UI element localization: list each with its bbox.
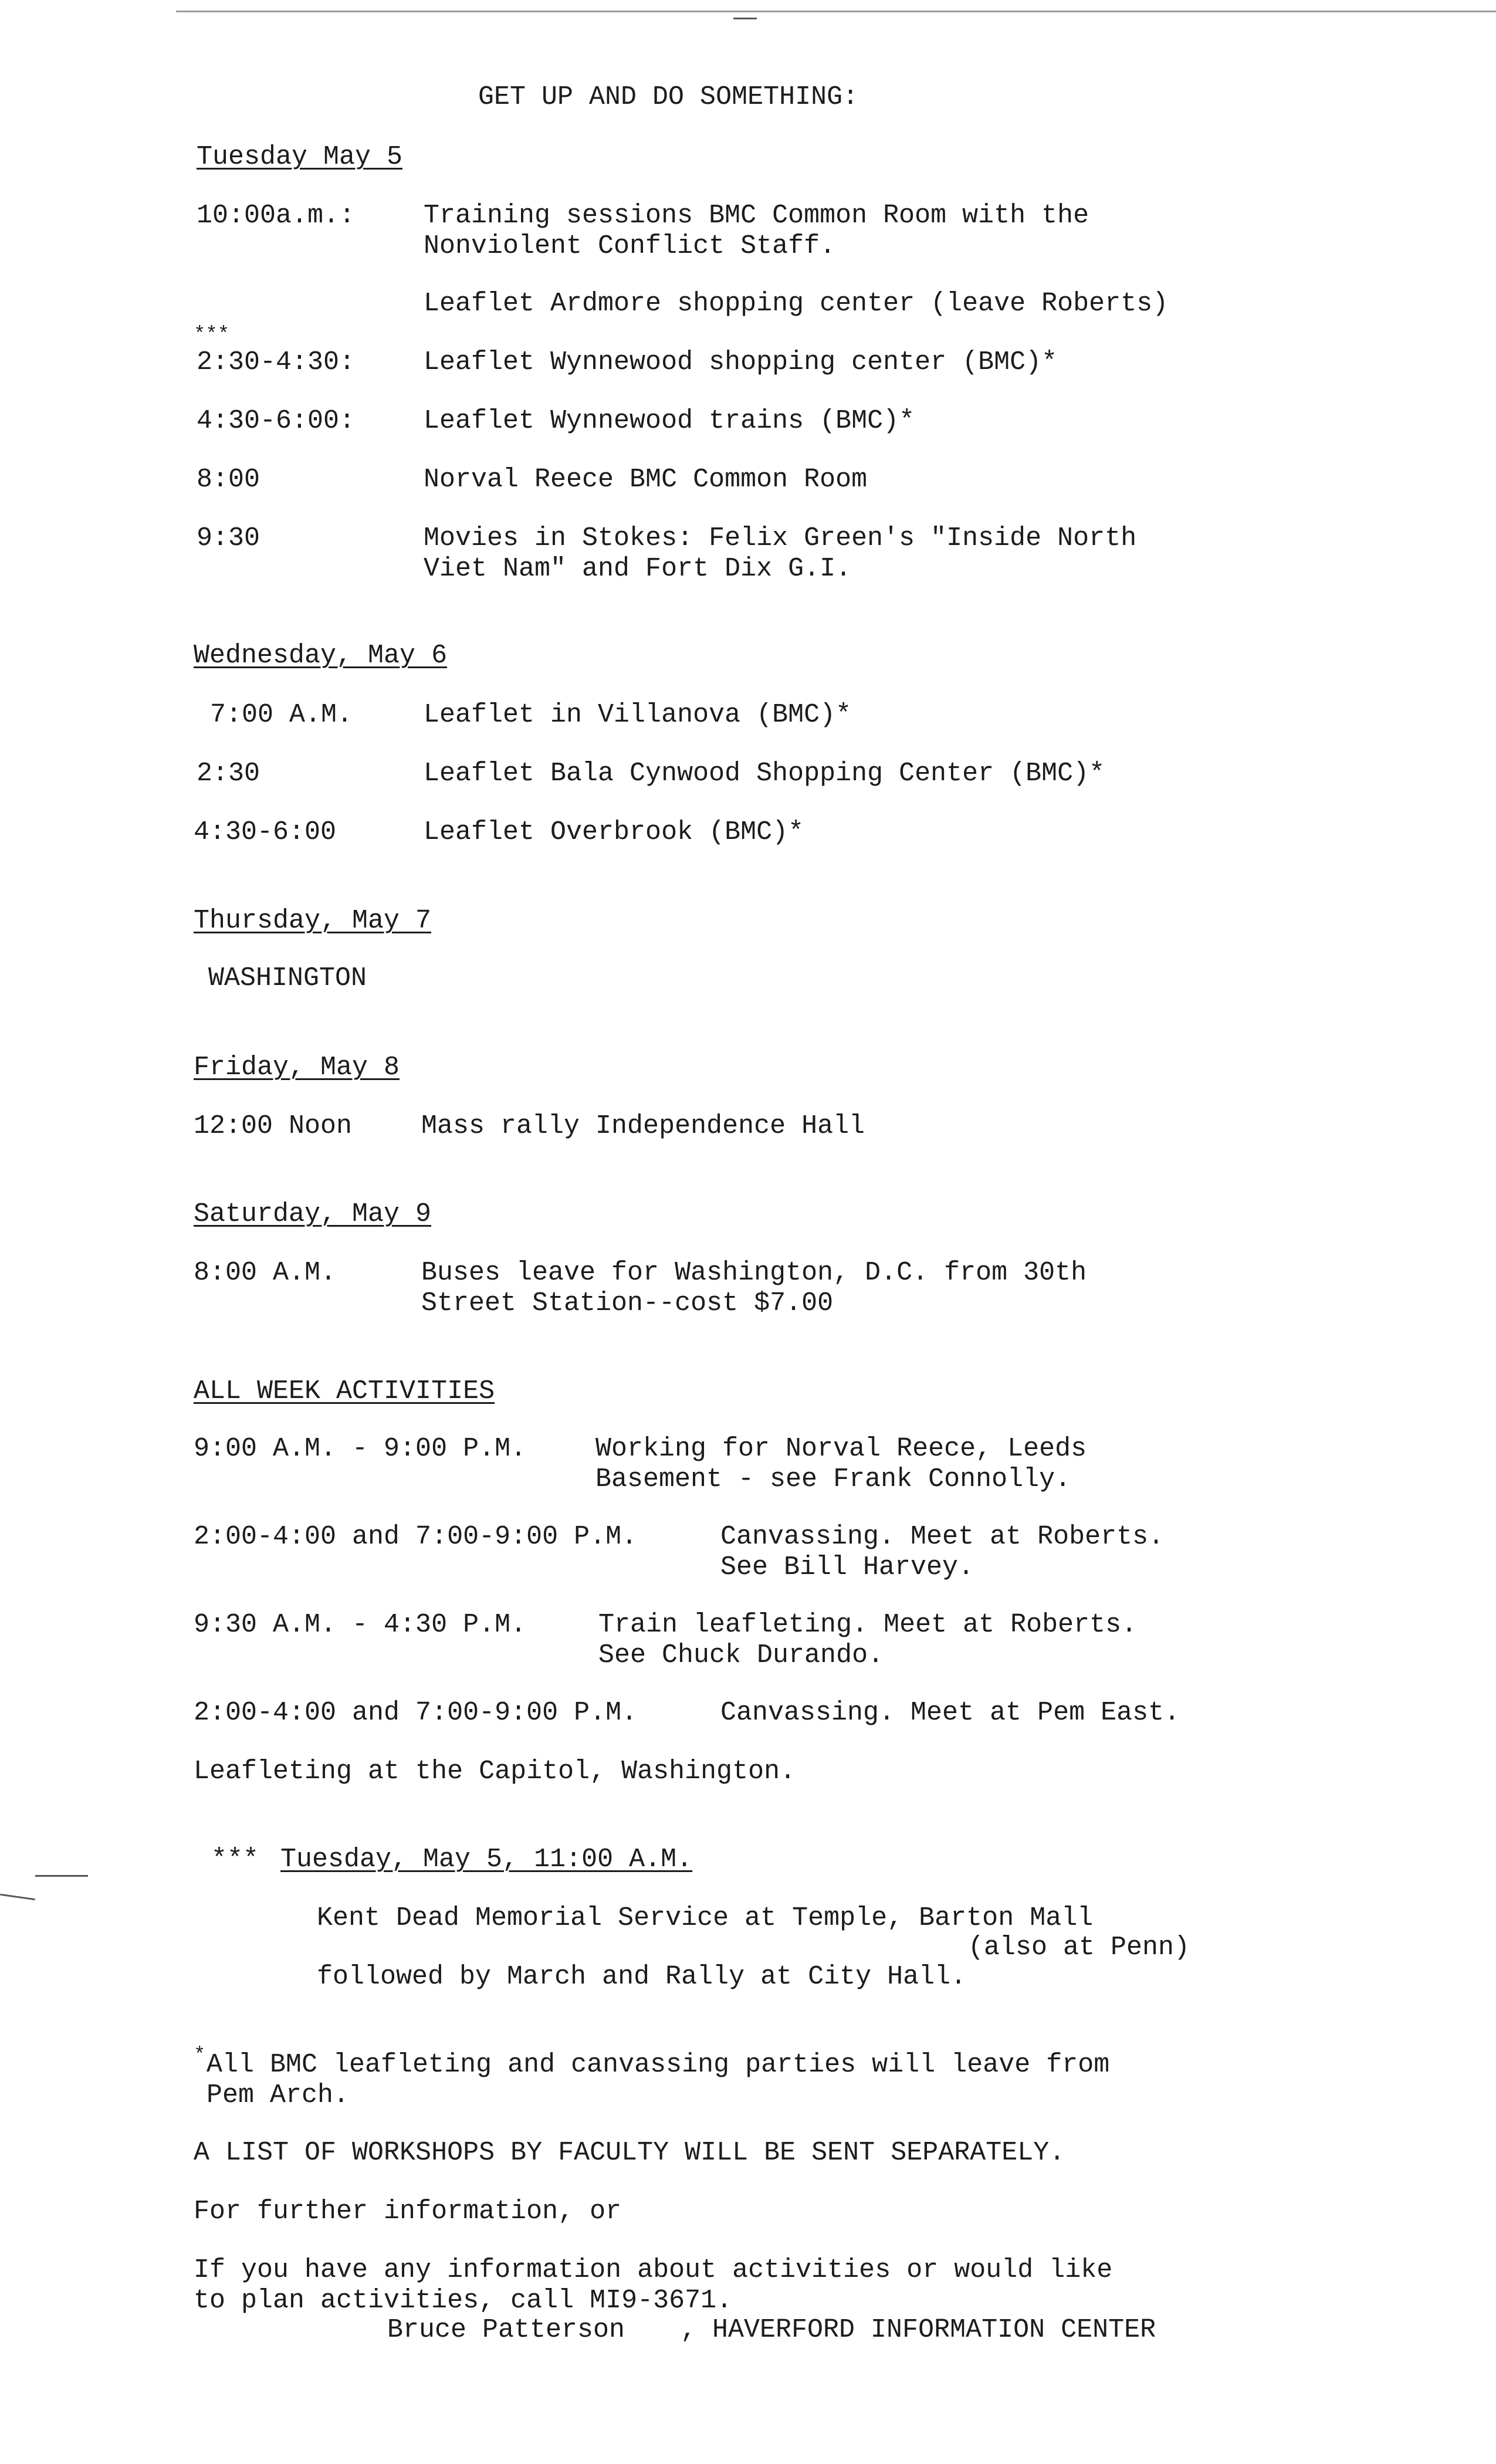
special-line-2: (also at Penn) bbox=[968, 1932, 1190, 1962]
event-tue-6b: Viet Nam" and Fort Dix G.I. bbox=[424, 554, 852, 584]
time-week-2: 2:00-4:00 and 7:00-9:00 P.M. bbox=[194, 1522, 638, 1552]
footnote-mark: * bbox=[194, 2045, 206, 2067]
heading-saturday: Saturday, May 9 bbox=[194, 1199, 432, 1229]
contact-name: Bruce Patterson bbox=[387, 2315, 625, 2345]
event-tue-2: Leaflet Ardmore shopping center (leave Roberts) bbox=[424, 289, 1169, 319]
time-wed-2: 2:30 bbox=[197, 759, 260, 788]
time-week-4: 2:00-4:00 and 7:00-9:00 P.M. bbox=[194, 1698, 638, 1728]
capitol-line: Leafleting at the Capitol, Washington. bbox=[194, 1756, 796, 1786]
event-tue-6a: Movies in Stokes: Felix Green's "Inside North bbox=[424, 523, 1137, 553]
event-tue-3: Leaflet Wynnewood shopping center (BMC)* bbox=[424, 347, 1058, 377]
special-stars: *** bbox=[211, 1844, 259, 1874]
workshops-note: A LIST OF WORKSHOPS BY FACULTY WILL BE SENT SEPARATELY. bbox=[194, 2138, 1065, 2168]
heading-friday: Friday, May 8 bbox=[194, 1052, 400, 1082]
event-tue-5: Norval Reece BMC Common Room bbox=[424, 465, 868, 495]
contact-line-2: to plan activities, call MI9-3671. bbox=[194, 2286, 733, 2316]
time-tue-3: 2:30-4:30: bbox=[197, 347, 356, 377]
event-week-1a: Working for Norval Reece, Leeds bbox=[595, 1434, 1087, 1464]
heading-wednesday: Wednesday, May 6 bbox=[194, 641, 448, 671]
thursday-text: WASHINGTON bbox=[208, 963, 367, 993]
time-fri-1: 12:00 Noon bbox=[194, 1111, 353, 1141]
time-wed-1: 7:00 A.M. bbox=[210, 700, 353, 730]
asterisk-marker: *** bbox=[194, 324, 230, 346]
event-wed-2: Leaflet Bala Cynwood Shopping Center (BMC)* bbox=[424, 759, 1105, 788]
special-line-3: followed by March and Rally at City Hall. bbox=[317, 1962, 967, 1992]
event-week-2b: See Bill Harvey. bbox=[720, 1552, 974, 1582]
event-tue-1a: Training sessions BMC Common Room with the bbox=[424, 201, 1089, 231]
contact-org: , HAVERFORD INFORMATION CENTER bbox=[681, 2315, 1156, 2345]
special-line-1: Kent Dead Memorial Service at Temple, Barton Mall bbox=[317, 1903, 1094, 1933]
scan-mark bbox=[733, 18, 757, 19]
event-week-3a: Train leafleting. Meet at Roberts. bbox=[598, 1610, 1138, 1640]
event-tue-4: Leaflet Wynnewood trains (BMC)* bbox=[424, 406, 915, 436]
event-week-2a: Canvassing. Meet at Roberts. bbox=[720, 1522, 1165, 1552]
page-edge-line bbox=[176, 11, 1496, 12]
special-heading: Tuesday, May 5, 11:00 A.M. bbox=[280, 1844, 693, 1874]
time-tue-4: 4:30-6:00: bbox=[197, 406, 356, 436]
further-info: For further information, or bbox=[194, 2196, 622, 2226]
time-tue-5: 8:00 bbox=[197, 465, 260, 495]
footnote-line-1: All BMC leafleting and canvassing parties will leave from bbox=[207, 2050, 1110, 2080]
scan-mark bbox=[35, 1875, 88, 1877]
event-fri-1: Mass rally Independence Hall bbox=[421, 1111, 865, 1141]
time-week-1: 9:00 A.M. - 9:00 P.M. bbox=[194, 1434, 527, 1464]
event-wed-1: Leaflet in Villanova (BMC)* bbox=[424, 700, 852, 730]
heading-tuesday: Tuesday May 5 bbox=[197, 142, 403, 172]
scan-mark bbox=[0, 1894, 35, 1900]
time-wed-3: 4:30-6:00 bbox=[194, 817, 337, 847]
footnote-line-2: Pem Arch. bbox=[207, 2080, 350, 2110]
event-week-1b: Basement - see Frank Connolly. bbox=[595, 1464, 1071, 1494]
document-title: GET UP AND DO SOMETHING: bbox=[478, 82, 859, 112]
time-sat-1: 8:00 A.M. bbox=[194, 1258, 337, 1288]
event-tue-1b: Nonviolent Conflict Staff. bbox=[424, 231, 836, 261]
event-wed-3: Leaflet Overbrook (BMC)* bbox=[424, 817, 804, 847]
heading-all-week: ALL WEEK ACTIVITIES bbox=[194, 1376, 495, 1406]
heading-thursday: Thursday, May 7 bbox=[194, 906, 432, 936]
contact-line-1: If you have any information about activities or would like bbox=[194, 2255, 1113, 2285]
event-week-3b: See Chuck Durando. bbox=[598, 1640, 884, 1670]
event-sat-1a: Buses leave for Washington, D.C. from 30th bbox=[421, 1258, 1087, 1288]
time-tue-6: 9:30 bbox=[197, 523, 260, 553]
event-week-4: Canvassing. Meet at Pem East. bbox=[720, 1698, 1180, 1728]
time-tue-1: 10:00a.m.: bbox=[197, 201, 356, 231]
event-sat-1b: Street Station--cost $7.00 bbox=[421, 1288, 834, 1318]
time-week-3: 9:30 A.M. - 4:30 P.M. bbox=[194, 1610, 527, 1640]
